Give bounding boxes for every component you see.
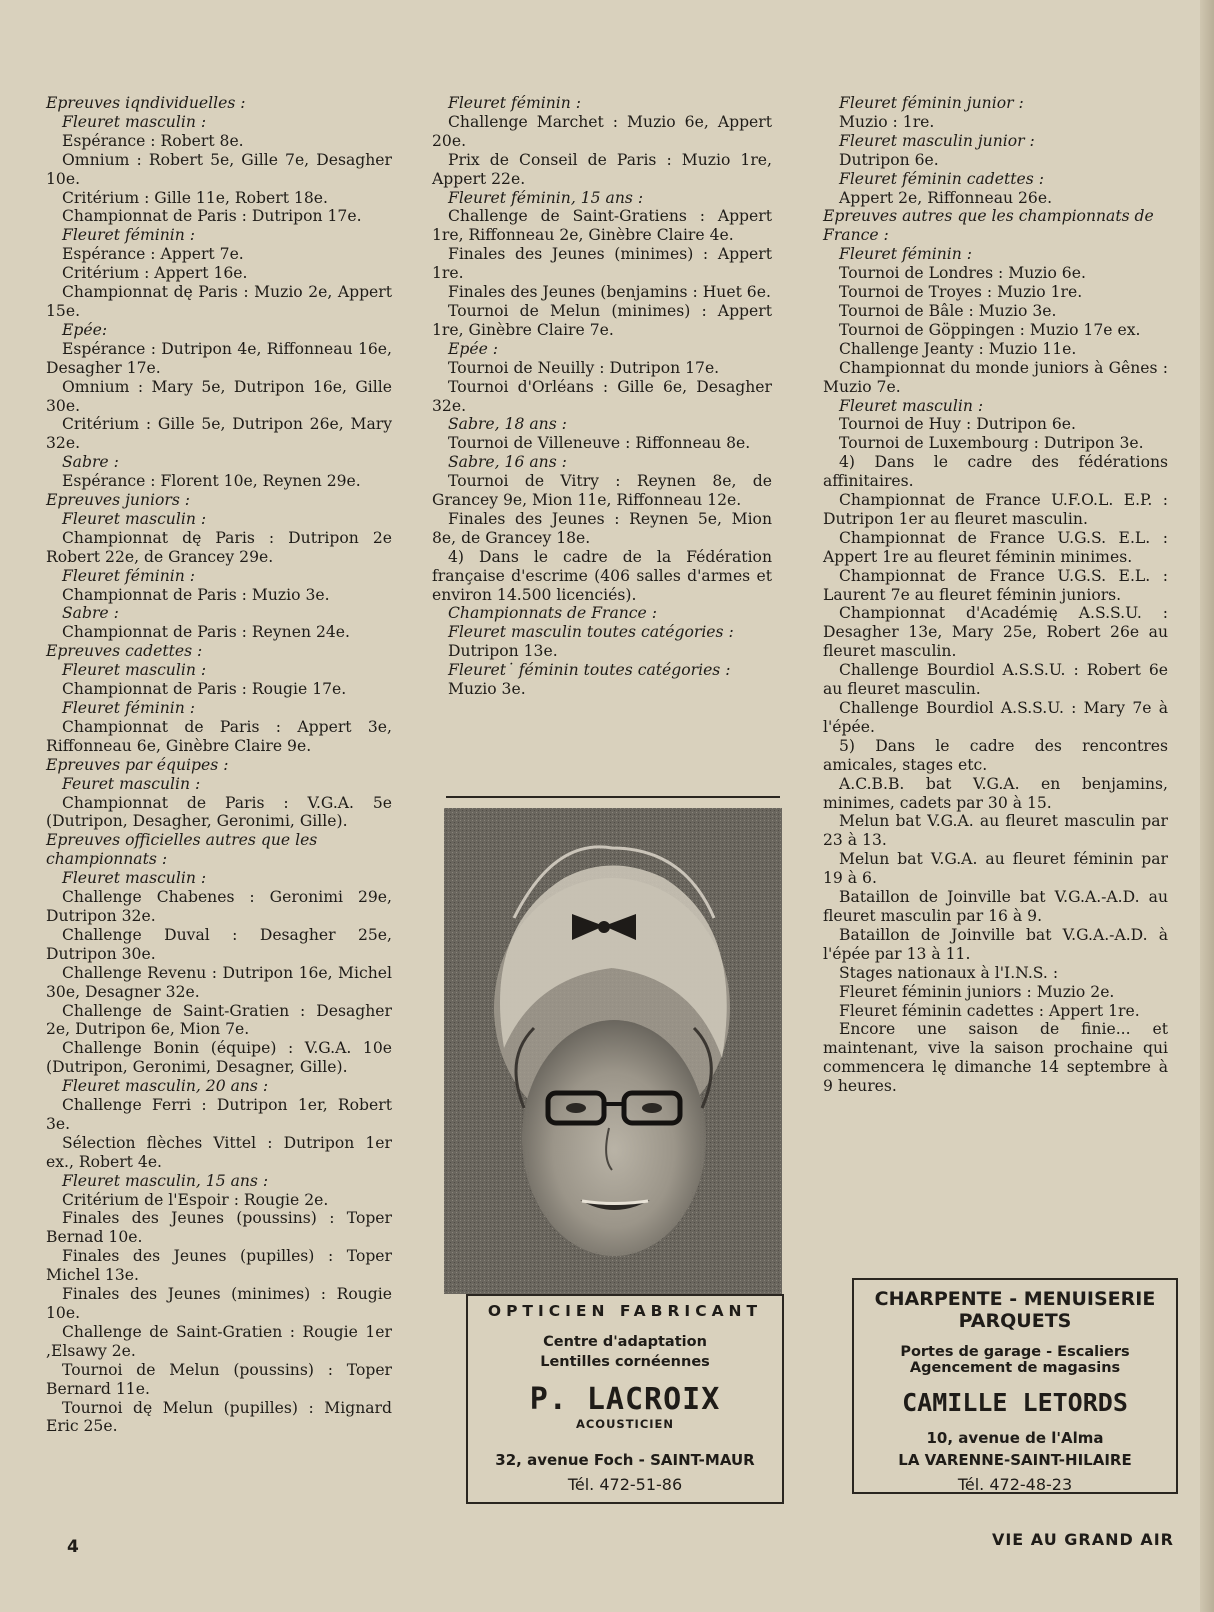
section-heading: Epée: bbox=[62, 320, 108, 339]
section-heading: Fleuret féminin : bbox=[62, 566, 196, 585]
entry-text: Championnat de France U.G.S. E.L. : Appert 1re au fleuret féminin minimes. bbox=[823, 528, 1168, 566]
entry-text: Championnat de Paris : Dutripon 17e. bbox=[62, 207, 362, 226]
entry-text: Challenge Bourdiol A.S.S.U. : Mary 7e à l'épée. bbox=[823, 699, 1168, 736]
entry-text: Tournoi de Luxembourg : Dutripon 3e. bbox=[839, 434, 1144, 453]
section-heading: Fleuret féminin cadettes : bbox=[839, 169, 1045, 188]
section-heading: Epreuves iqndividuelles : bbox=[46, 94, 246, 112]
advertisement-portrait-illustration bbox=[444, 808, 782, 1294]
entry-text: Challenge Jeanty : Muzio 11e. bbox=[839, 339, 1077, 358]
column-rule bbox=[446, 796, 780, 798]
section-heading: Sabre, 18 ans : bbox=[448, 415, 567, 434]
entry-text: Championnat de Paris : Appert 3e, Riffonneau 6e, Ginèbre Claire 9e. bbox=[46, 717, 392, 755]
section-heading: Epreuves cadettes : bbox=[46, 642, 203, 661]
entry-text: Critérium : Gille 11e, Robert 18e. bbox=[62, 188, 328, 207]
entry-text: Finales des Jeunes (pupilles) : Toper Michel 13e. bbox=[46, 1247, 392, 1285]
entry-text: Championnat de France U.F.O.L. E.P. : Dutripon 1er au fleuret masculin. bbox=[823, 491, 1168, 528]
text-column-1 bbox=[46, 94, 392, 1436]
entry-text: Espérance : Dutripon 4e, Riffonneau 16e, Desagher 17e. bbox=[46, 339, 392, 377]
section-heading: Fleuret masculin : bbox=[62, 112, 207, 131]
entry-text: Dutripon 6e. bbox=[839, 150, 939, 169]
entry-text: A.C.B.B. bat V.G.A. en benjamins, minimes, cadets par 30 à 15. bbox=[823, 774, 1168, 812]
ad-optician-name: P. LACROIX bbox=[529, 1382, 721, 1417]
section-heading: Fleuret féminin : bbox=[448, 94, 582, 112]
entry-text: Championnat de Paris : Reynen 24e. bbox=[62, 623, 350, 642]
section-heading: Fleuret féminin junior : bbox=[839, 94, 1024, 112]
entry-text: Finales des Jeunes : Reynen 5e, Mion 8e, de Grancey 18e. bbox=[432, 509, 772, 547]
ad-carpentry-doors: Portes de garage - Escaliers bbox=[900, 1344, 1130, 1360]
section-heading: Epreuves officielles autres que les championnats : bbox=[46, 831, 318, 869]
entry-text: Sélection flèches Vittel : Dutripon 1er ex., Robert 4e. bbox=[46, 1133, 392, 1171]
section-heading: Fleuret masculin, 15 ans : bbox=[62, 1171, 269, 1190]
ad-carpentry-town: LA VARENNE-SAINT-HILAIRE bbox=[898, 1451, 1132, 1469]
entry-text: Tournoi de Bâle : Muzio 3e. bbox=[839, 301, 1057, 320]
entry-text: Championnat du monde juniors à Gênes : Muzio 7e. bbox=[823, 358, 1168, 396]
page-edge bbox=[1200, 0, 1214, 1612]
entry-text: Omnium : Mary 5e, Dutripon 16e, Gille 30e. bbox=[46, 377, 392, 415]
entry-text: Tournoi de Neuilly : Dutripon 17e. bbox=[448, 358, 720, 377]
entry-text: Fleuret féminin juniors : Muzio 2e. bbox=[839, 982, 1115, 1001]
entry-text: 5) Dans le cadre des rencontres amicales, stages etc. bbox=[823, 736, 1168, 774]
section-heading: Feuret masculin : bbox=[62, 774, 201, 793]
entry-text: Challenge Bonin (équipe) : V.G.A. 10e (Dutripon, Geronimi, Desagner, Gille). bbox=[46, 1039, 392, 1077]
section-heading: Epreuves autres que les championnats de France : bbox=[823, 207, 1154, 245]
section-heading: Fleuret féminin : bbox=[839, 245, 973, 264]
entry-text: Appert 2e, Riffonneau 26e. bbox=[839, 188, 1053, 207]
ad-optician-acoustician: ACOUSTICIEN bbox=[575, 1417, 675, 1431]
entry-text: Melun bat V.G.A. au fleuret masculin par 23 à 13. bbox=[823, 812, 1168, 850]
page-number: 4 bbox=[67, 1537, 79, 1557]
section-heading: Fleuret féminin : bbox=[62, 699, 196, 717]
entry-text: Muzio : 1re. bbox=[839, 112, 935, 131]
text-column-2 bbox=[432, 94, 772, 699]
section-heading: Fleuret˙ féminin toutes catégories : bbox=[448, 661, 731, 680]
ad-carpentry-trade: CHARPENTE - MENUISERIE bbox=[874, 1288, 1156, 1310]
entry-text: Challenge Bourdiol A.S.S.U. : Robert 6e au fleuret masculin. bbox=[823, 661, 1168, 699]
entry-text: Challenge Duval : Desagher 25e, Dutripon 30e. bbox=[46, 925, 392, 963]
section-heading: Sabre : bbox=[62, 453, 119, 472]
entry-text: Espérance : Robert 8e. bbox=[62, 131, 244, 150]
entry-text: Challenge Revenu : Dutripon 16e, Michel 30e, Desagner 32e. bbox=[46, 963, 392, 1001]
entry-text: Championnat dę Paris : Dutripon 2e Robert 22e, de Grancey 29e. bbox=[46, 528, 392, 566]
ad-optician-service: Centre d'adaptation bbox=[543, 1334, 707, 1350]
entry-text: Espérance : Florent 10e, Reynen 29e. bbox=[62, 472, 361, 491]
entry-text: Championnat de Paris : V.G.A. 5e (Dutripon, Desagher, Geronimi, Gille). bbox=[46, 793, 392, 831]
section-heading: Sabre, 16 ans : bbox=[448, 453, 567, 472]
entry-text: Tournoi d'Orléans : Gille 6e, Desagher 32e. bbox=[432, 377, 772, 415]
entry-text: Tournoi de Melun (poussins) : Toper Bernard 11e. bbox=[46, 1360, 392, 1398]
section-heading: Sabre : bbox=[62, 604, 119, 623]
section-heading: Fleuret masculin toutes catégories : bbox=[448, 623, 734, 642]
entry-text: Tournoi de Villeneuve : Riffonneau 8e. bbox=[448, 434, 751, 453]
entry-text: Encore une saison de finie... et maintenant, vive la saison prochaine qui commencera lę dimanche 14 septembre à 9 heures. bbox=[823, 1020, 1168, 1096]
entry-text: Tournoi de Göppingen : Muzio 17e ex. bbox=[839, 320, 1141, 339]
section-heading: Fleuret masculin : bbox=[839, 396, 984, 415]
entry-text: Challenge Ferri : Dutripon 1er, Robert 3e. bbox=[46, 1096, 392, 1133]
ad-carpentry-phone: Tél. 472-48-23 bbox=[957, 1475, 1073, 1494]
entry-text: Finales des Jeunes (minimes) : Rougie 10e. bbox=[46, 1285, 392, 1322]
entry-text: Tournoi de Vitry : Reynen 8e, de Grancey 9e, Mion 11e, Riffonneau 12e. bbox=[432, 472, 772, 510]
entry-text: Prix de Conseil de Paris : Muzio 1re, Appert 22e. bbox=[432, 150, 772, 188]
entry-text: Championnat d'Académię A.S.S.U. : Desagher 13e, Mary 25e, Robert 26e au fleuret masculin. bbox=[823, 604, 1168, 661]
section-heading: Fleuret masculin : bbox=[62, 869, 207, 888]
entry-text: Bataillon de Joinville bat V.G.A.-A.D. au fleuret masculin par 16 à 9. bbox=[823, 888, 1168, 925]
entry-text: Challenge Marchet : Muzio 6e, Appert 20e. bbox=[432, 112, 772, 150]
ad-optician-lenses: Lentilles cornéennes bbox=[540, 1354, 710, 1370]
magazine-title: VIE AU GRAND AIR bbox=[991, 1530, 1174, 1549]
entry-text: Championnat de Paris : Muzio 3e. bbox=[62, 585, 330, 604]
section-heading: Fleuret féminin : bbox=[62, 226, 196, 245]
entry-text: Finales des Jeunes (benjamins : Huet 6e. bbox=[448, 283, 771, 302]
entry-text: Tournoi de Huy : Dutripon 6e. bbox=[839, 415, 1076, 434]
entry-text: Finales des Jeunes (minimes) : Appert 1re. bbox=[432, 245, 772, 283]
entry-text: Dutripon 13e. bbox=[448, 642, 558, 661]
section-heading: Epreuves juniors : bbox=[46, 491, 191, 510]
section-heading: Fleuret féminin, 15 ans : bbox=[448, 188, 644, 207]
entry-text: Melun bat V.G.A. au fleuret féminin par 19 à 6. bbox=[823, 850, 1168, 888]
entry-text: Finales des Jeunes (poussins) : Toper Bernad 10e. bbox=[46, 1209, 392, 1247]
entry-text: Critérium : Gille 5e, Dutripon 26e, Mary 32e. bbox=[46, 415, 392, 453]
entry-text: Bataillon de Joinville bat V.G.A.-A.D. à l'épée par 13 à 11. bbox=[823, 925, 1168, 963]
entry-text: Challenge de Saint-Gratien : Desagher 2e, Dutripon 6e, Mion 7e. bbox=[46, 1001, 392, 1039]
section-heading: Epreuves par équipes : bbox=[46, 755, 229, 774]
entry-text: Tournoi de Troyes : Muzio 1re. bbox=[839, 283, 1083, 302]
entry-text: Tournoi de Londres : Muzio 6e. bbox=[839, 264, 1086, 283]
entry-text: Challenge de Saint-Gratien : Rougie 1er ,Elsawy 2e. bbox=[46, 1322, 392, 1360]
entry-text: Tournoi de Melun (minimes) : Appert 1re, Ginèbre Claire 7e. bbox=[432, 301, 772, 339]
ad-optician-trade: OPTICIEN FABRICANT bbox=[487, 1302, 763, 1320]
entry-text: Fleuret féminin cadettes : Appert 1re. bbox=[839, 1001, 1140, 1020]
entry-text: 4) Dans le cadre des fédérations affinitaires. bbox=[823, 453, 1168, 491]
entry-text: Championnat de France U.G.S. E.L. : Laurent 7e au fleuret féminin juniors. bbox=[823, 566, 1168, 604]
section-heading: Fleuret masculin, 20 ans : bbox=[62, 1077, 269, 1096]
advertisement-carpentry bbox=[852, 1278, 1178, 1494]
ad-carpentry-name: CAMILLE LETORDS bbox=[902, 1388, 1128, 1417]
section-heading: Epée : bbox=[448, 339, 499, 358]
ad-carpentry-address: 10, avenue de l'Alma bbox=[926, 1429, 1104, 1447]
entry-text: Challenge de Saint-Gratiens : Appert 1re, Riffonneau 2e, Ginèbre Claire 4e. bbox=[432, 207, 772, 245]
section-heading: Fleuret masculin : bbox=[62, 509, 207, 528]
entry-text: Championnat dę Paris : Muzio 2e, Appert 15e. bbox=[46, 283, 392, 320]
ad-carpentry-shops: Agencement de magasins bbox=[909, 1360, 1121, 1376]
entry-text: Tournoi dę Melun (pupilles) : Mignard Eric 25e. bbox=[46, 1398, 392, 1436]
entry-text: 4) Dans le cadre de la Fédération française d'escrime (406 salles d'armes et environ 14.500 licenciés). bbox=[432, 547, 772, 604]
section-heading: Championnats de France : bbox=[448, 604, 657, 623]
entry-text: Challenge Chabenes : Geronimi 29e, Dutripon 32e. bbox=[46, 888, 392, 925]
ad-carpentry-parquets: PARQUETS bbox=[958, 1310, 1072, 1332]
section-heading: Fleuret masculin junior : bbox=[839, 131, 1035, 150]
entry-text: Muzio 3e. bbox=[448, 680, 526, 699]
section-heading: Fleuret masculin : bbox=[62, 661, 207, 680]
advertisement-optician bbox=[466, 1294, 784, 1504]
entry-text: Espérance : Appert 7e. bbox=[62, 245, 244, 264]
entry-text: Championnat de Paris : Rougie 17e. bbox=[62, 680, 347, 699]
text-column-3 bbox=[823, 94, 1168, 1096]
ad-optician-phone: Tél. 472-51-86 bbox=[567, 1475, 683, 1494]
entry-text: Stages nationaux à l'I.N.S. : bbox=[839, 963, 1059, 982]
entry-text: Critérium : Appert 16e. bbox=[62, 264, 248, 283]
entry-text: Critérium de l'Espoir : Rougie 2e. bbox=[62, 1190, 329, 1209]
ad-optician-address: 32, avenue Foch - SAINT-MAUR bbox=[495, 1451, 755, 1469]
entry-text: Omnium : Robert 5e, Gille 7e, Desagher 10e. bbox=[46, 150, 392, 188]
